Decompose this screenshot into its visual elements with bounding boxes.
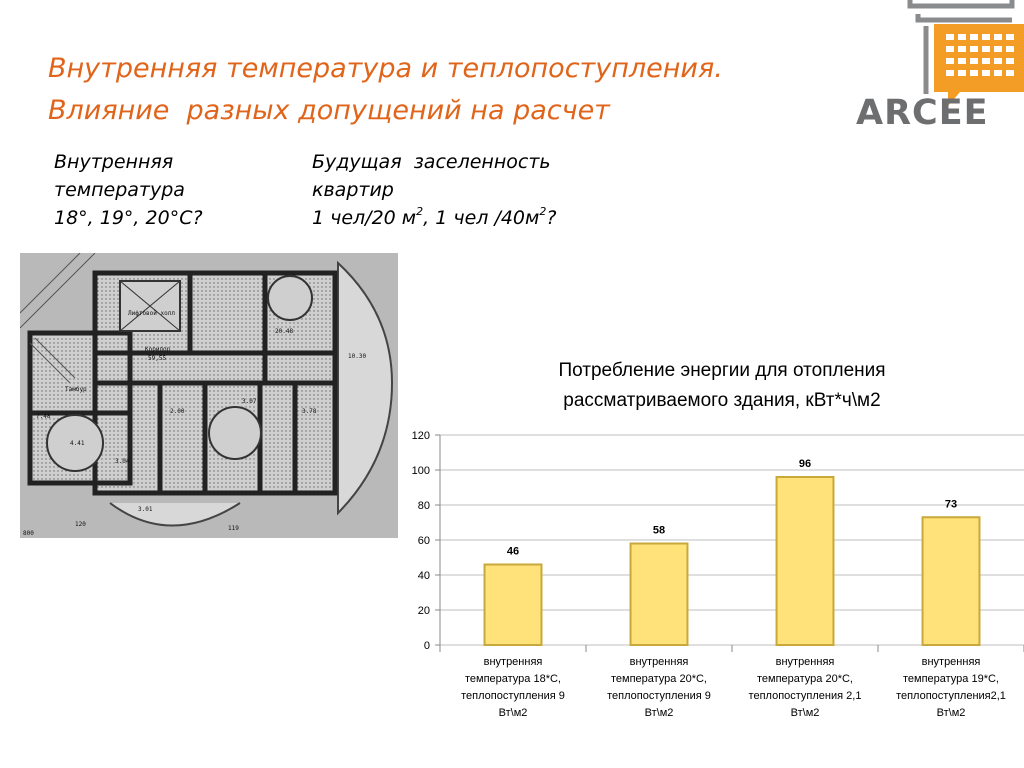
plan-label-800: 800 <box>23 530 34 537</box>
plan-label-room-b: 10.30 <box>348 353 367 360</box>
plan-label-room-c: 7.48 <box>36 413 51 420</box>
plan-label-lift-hall: Лифтовой холл <box>128 310 175 317</box>
temperature-line-1: Внутренняя <box>54 151 174 173</box>
slide-title-line-1: Внутренняя температура и теплопоступления. <box>48 53 723 84</box>
y-tick-label: 20 <box>417 605 430 617</box>
plan-label-room-d: 2.00 <box>170 408 185 415</box>
slide-title <box>48 48 723 132</box>
temperature-line-3: 18°, 19°, 20°С? <box>54 207 203 229</box>
occupancy-line-1: Будущая заселенность <box>312 151 551 173</box>
plan-label-room-f: 4.41 <box>70 440 85 447</box>
occupancy-value-a: 1 чел/20 м <box>312 207 417 229</box>
plan-label-corridor-area: 59,55 <box>148 355 167 362</box>
occupancy-value-b: , 1 чел /40м <box>423 207 540 229</box>
x-tick-label: внутренняя температура 20*С, теплопоступления 2,1 Вт\м2 <box>748 656 862 719</box>
plan-label-room-i: 3.01 <box>138 506 153 513</box>
y-tick-label: 0 <box>423 640 430 652</box>
occupancy-sup-a: 2 <box>416 204 424 218</box>
data-label: 46 <box>506 545 520 558</box>
plan-label-vestibule: Тамбур <box>65 386 87 393</box>
slide-title-line-2: Влияние разных допущений на расчет <box>48 95 610 126</box>
occupancy-line-3 <box>312 204 556 232</box>
bar <box>631 544 688 646</box>
data-label: 73 <box>944 498 958 511</box>
floor-plan-image <box>20 253 398 538</box>
logo-text: ARCEE <box>856 93 989 133</box>
plan-label-axis-120: 120 <box>75 521 86 528</box>
y-tick-label: 40 <box>417 570 430 582</box>
x-tick-label: внутренняя температура 18*С, теплопоступления 9 Вт\м2 <box>461 656 565 719</box>
chart-title-line-1: Потребление энергии для отопления <box>558 360 886 381</box>
chart-title <box>420 356 1024 416</box>
x-tick-label: внутренняя температура 19*С, теплопоступления2,1 Вт\м2 <box>896 656 1006 719</box>
bar <box>777 477 834 645</box>
data-label: 96 <box>798 458 812 470</box>
plan-label-room-a: 20.48 <box>275 328 294 335</box>
y-tick-label: 100 <box>411 465 430 477</box>
temperature-assumption <box>54 148 203 232</box>
plan-label-room-h: 3.78 <box>302 408 317 415</box>
bar <box>923 517 980 645</box>
occupancy-value-c: ? <box>546 207 557 229</box>
plan-label-room-g: 3.07 <box>242 398 257 405</box>
y-tick-label: 60 <box>417 535 430 547</box>
arcee-logo <box>852 0 1024 135</box>
x-tick-label: внутренняя температура 20*С, теплопоступления 9 Вт\м2 <box>607 656 711 719</box>
energy-bar-chart <box>390 420 1024 730</box>
y-tick-label: 80 <box>417 500 430 512</box>
plan-label-room-e: 3.04 <box>115 458 130 465</box>
chart-title-line-2: рассматриваемого здания, кВт*ч\м2 <box>563 390 881 411</box>
y-tick-label: 120 <box>411 430 430 442</box>
bar <box>485 565 542 646</box>
occupancy-line-2: квартир <box>312 179 394 201</box>
temperature-line-2: температура <box>54 179 185 201</box>
occupancy-sup-b: 2 <box>539 204 547 218</box>
plan-label-corridor: Коридор <box>145 346 171 353</box>
floor-plan-drawing <box>20 253 398 538</box>
plan-label-axis-119: 119 <box>228 525 239 532</box>
occupancy-assumption <box>312 148 556 232</box>
data-label: 58 <box>652 524 666 537</box>
